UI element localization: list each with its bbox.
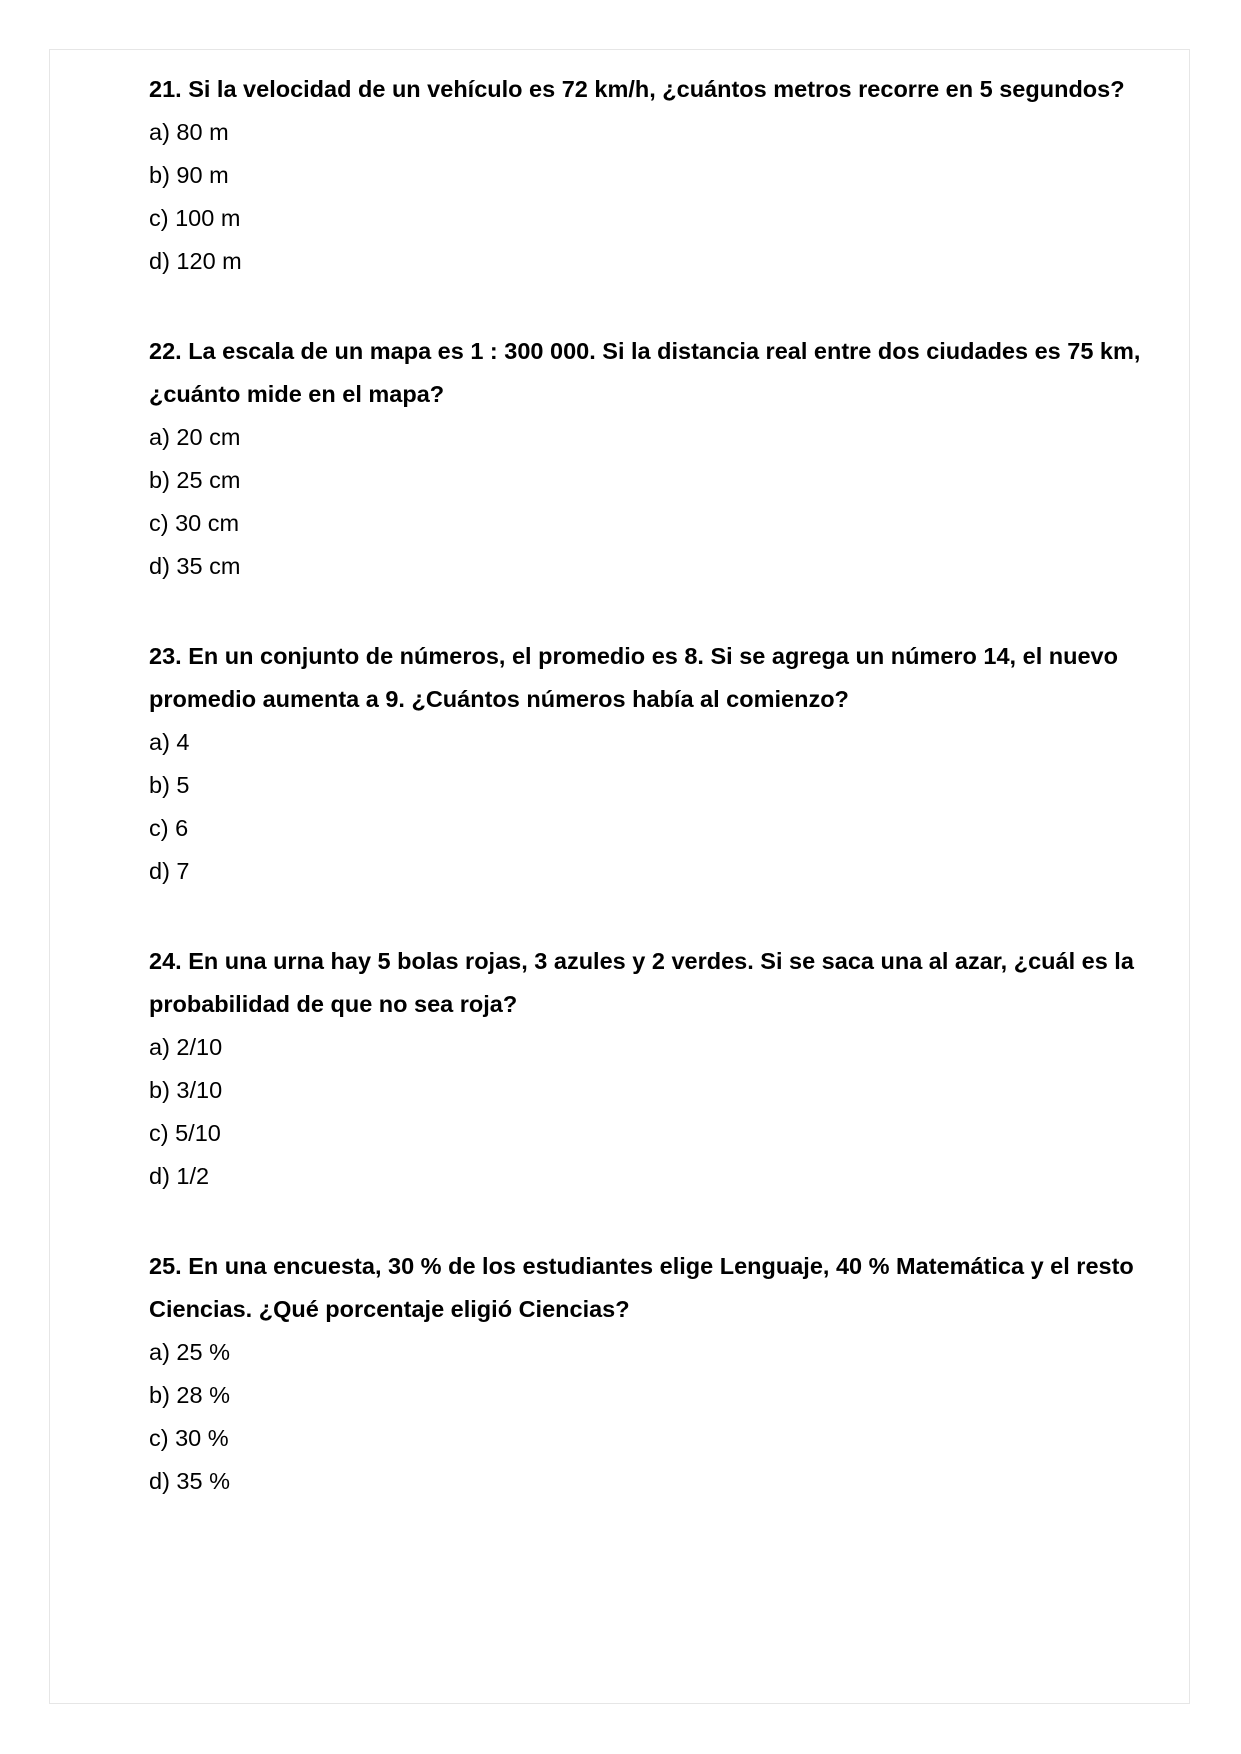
option-d: d) 120 m: [149, 248, 242, 274]
option-d: d) 35 %: [149, 1468, 230, 1494]
option-a: a) 80 m: [149, 119, 229, 145]
question-text: 22. La escala de un mapa es 1 : 300 000. Si la distancia real entre dos ciudades es 75 km, ¿cuánto mide en el mapa?: [149, 338, 1141, 407]
option-d: d) 35 cm: [149, 553, 241, 579]
question-24: [149, 940, 1159, 1198]
option-b: b) 28 %: [149, 1382, 230, 1408]
option-c: c) 6: [149, 815, 189, 841]
option-list: [149, 416, 1159, 588]
option-a: a) 20 cm: [149, 424, 241, 450]
option-b: b) 90 m: [149, 162, 229, 188]
question-text: 21. Si la velocidad de un vehículo es 72 km/h, ¿cuántos metros recorre en 5 segundos?: [149, 76, 1125, 102]
option-list: [149, 1026, 1159, 1198]
option-b: b) 5: [149, 772, 190, 798]
document-content: [149, 68, 1159, 1550]
option-d: d) 7: [149, 858, 190, 884]
option-c: c) 100 m: [149, 205, 241, 231]
option-list: [149, 111, 1159, 283]
question-23: [149, 635, 1159, 893]
question-22: [149, 330, 1159, 588]
question-text: 23. En un conjunto de números, el promedio es 8. Si se agrega un número 14, el nuevo promedio aumenta a 9. ¿Cuántos números había al comienzo?: [149, 643, 1118, 712]
option-c: c) 30 cm: [149, 510, 240, 536]
question-text: 24. En una urna hay 5 bolas rojas, 3 azules y 2 verdes. Si se saca una al azar, ¿cuál es la probabilidad de que no sea roja?: [149, 948, 1134, 1017]
question-21: [149, 68, 1159, 283]
option-list: [149, 721, 1159, 893]
option-b: b) 3/10: [149, 1077, 223, 1103]
option-a: a) 2/10: [149, 1034, 223, 1060]
option-a: a) 25 %: [149, 1339, 230, 1365]
option-c: c) 30 %: [149, 1425, 229, 1451]
option-a: a) 4: [149, 729, 190, 755]
option-b: b) 25 cm: [149, 467, 241, 493]
option-list: [149, 1331, 1159, 1503]
option-c: c) 5/10: [149, 1120, 221, 1146]
question-text: 25. En una encuesta, 30 % de los estudiantes elige Lenguaje, 40 % Matemática y el resto Ciencias. ¿Qué porcentaje eligió Ciencias?: [149, 1253, 1134, 1322]
question-25: [149, 1245, 1159, 1503]
option-d: d) 1/2: [149, 1163, 210, 1189]
